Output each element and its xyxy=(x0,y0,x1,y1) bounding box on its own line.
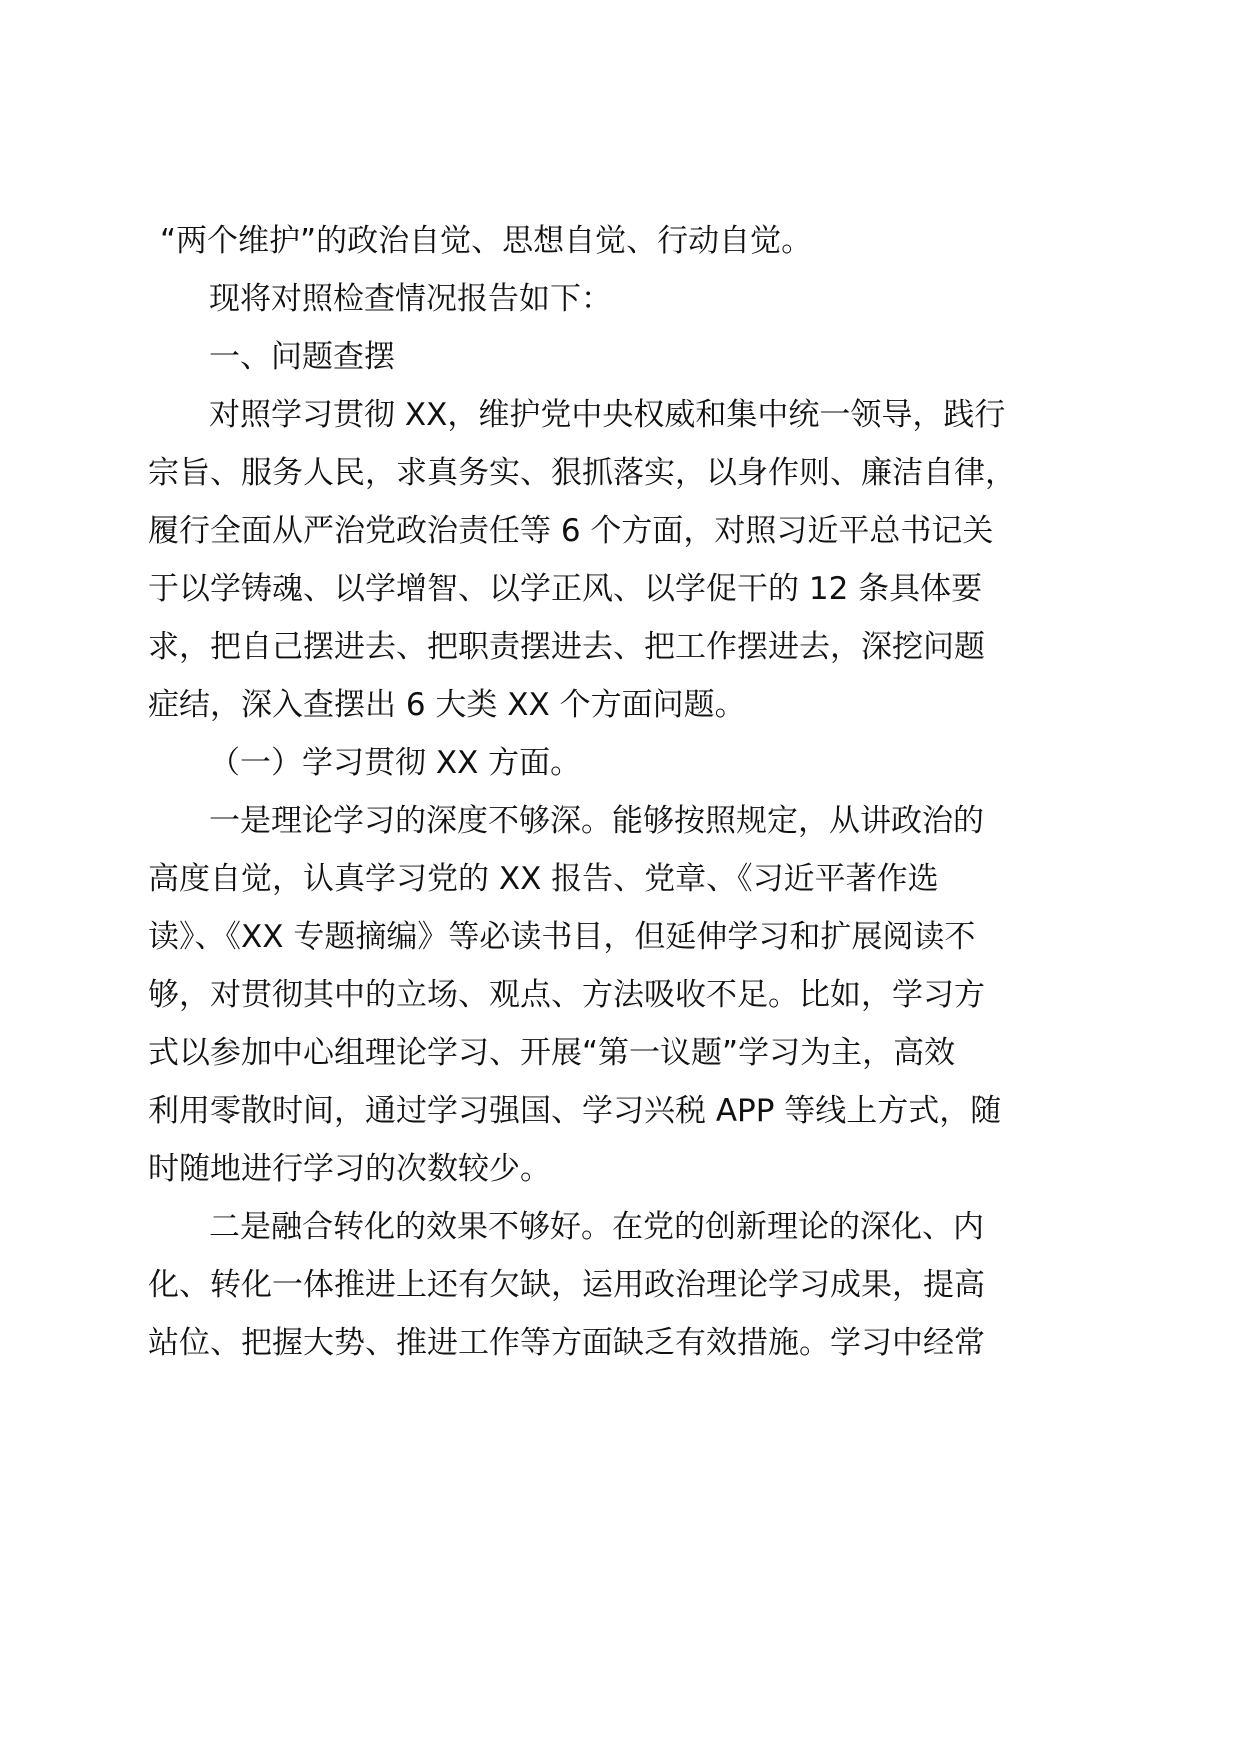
text-line-1: “两个维护”的政治自觉、思想自觉、行动自觉。 xyxy=(160,223,813,259)
section-heading: 一、问题查摆 xyxy=(209,339,395,375)
text-line-12: 高度自觉，认真学习党的 XX 报告、党章、《习近平著作选 xyxy=(148,861,939,897)
text-line-13: 读》、《XX 专题摘编》等必读书目，但延伸学习和扩展阅读不 xyxy=(148,919,976,955)
text-line-15: 式以参加中心组理论学习、开展“第一议题”学习为主，高效 xyxy=(148,1035,956,1071)
text-line-7: 于以学铸魂、以学增智、以学正风、以学促干的 12 条具体要 xyxy=(148,571,983,607)
text-line-4: 对照学习贯彻 XX，维护党中央权威和集中统一领导，践行 xyxy=(209,397,1006,433)
text-line-6: 履行全面从严治党政治责任等 6 个方面，对照习近平总书记关 xyxy=(148,513,994,549)
text-line-17: 时随地进行学习的次数较少。 xyxy=(148,1151,551,1187)
text-line-2: 现将对照检查情况报告如下： xyxy=(209,281,612,317)
text-line-5: 宗旨、服务人民，求真务实、狠抓落实，以身作则、廉洁自律， xyxy=(148,455,1016,491)
text-line-14: 够，对贯彻其中的立场、观点、方法吸收不足。比如，学习方 xyxy=(148,977,985,1013)
text-line-19: 化、转化一体推进上还有欠缺，运用政治理论学习成果，提高 xyxy=(148,1267,985,1303)
text-line-8: 求，把自己摆进去、把职责摆进去、把工作摆进去，深挖问题 xyxy=(148,629,985,665)
text-line-20: 站位、把握大势、推进工作等方面缺乏有效措施。学习中经常 xyxy=(148,1325,985,1361)
text-line-16: 利用零散时间，通过学习强国、学习兴税 APP 等线上方式，随 xyxy=(148,1093,1002,1129)
text-line-11: 一是理论学习的深度不够深。能够按照规定，从讲政治的 xyxy=(209,803,984,839)
text-line-18: 二是融合转化的效果不够好。在党的创新理论的深化、内 xyxy=(209,1209,984,1245)
subsection-heading: （一）学习贯彻 XX 方面。 xyxy=(209,745,582,781)
text-line-9: 症结，深入查摆出 6 大类 XX 个方面问题。 xyxy=(148,687,746,723)
